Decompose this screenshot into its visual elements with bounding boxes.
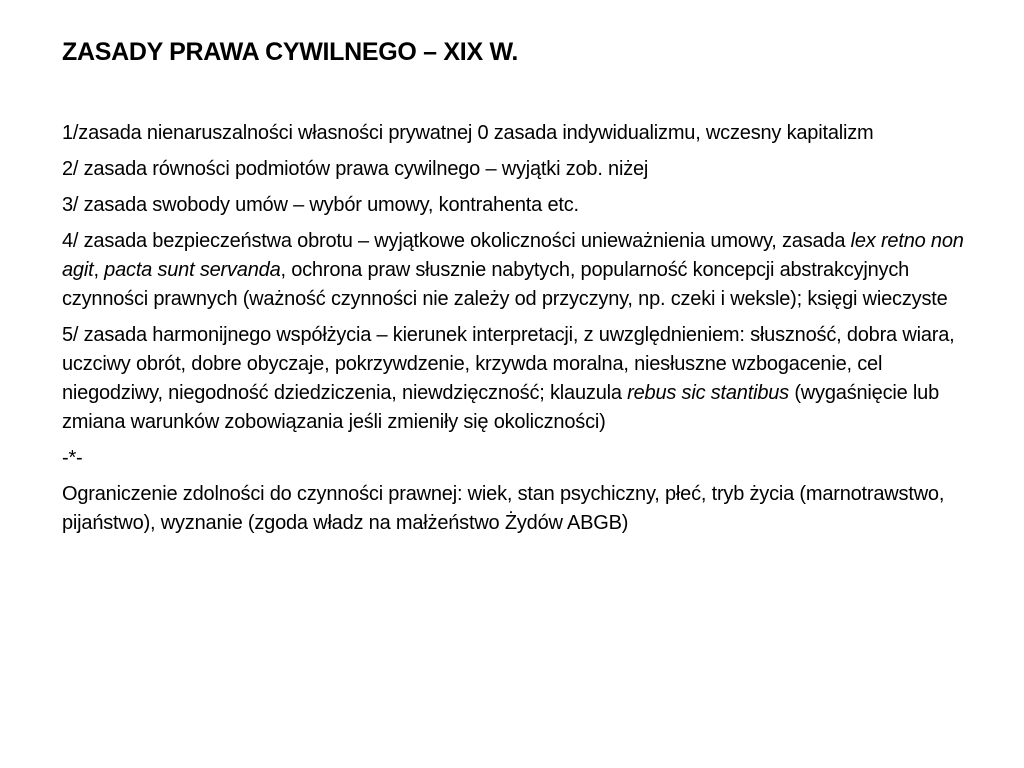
slide-title: ZASADY PRAWA CYWILNEGO – XIX W. bbox=[62, 38, 519, 66]
paragraph-5 bbox=[62, 321, 972, 437]
paragraph-5-text-before: 5/ zasada harmonijnego współżycia – kierunek interpretacji, z uwzględnieniem: słuszność, dobra wiara, uczciwy obrót, dobre obyczaje, pokrzywdzenie, krzywda moralna, niesłuszne wzbogacenie, cel niegodziwy, niegodność dziedziczenia, niewdzięczność; klauzula bbox=[62, 324, 955, 404]
paragraph-4 bbox=[62, 227, 972, 314]
paragraph-4-text-between: , bbox=[93, 259, 105, 281]
paragraph-6: Ograniczenie zdolności do czynności prawnej: wiek, stan psychiczny, płeć, tryb życia (marnotrawstwo, pijaństwo), wyznanie (zgoda władz na małżeństwo Żydów ABGB) bbox=[62, 483, 945, 534]
paragraph-3: 3/ zasada swobody umów – wybór umowy, kontrahenta etc. bbox=[62, 194, 579, 216]
paragraph-4-italic-pacta: pacta sunt servanda bbox=[104, 259, 281, 281]
paragraph-4-italic-lex: lex retno non agit bbox=[62, 230, 964, 281]
paragraph-4-text-before: 4/ zasada bezpieczeństwa obrotu – wyjątkowe okoliczności unieważnienia umowy, zasada bbox=[62, 230, 851, 252]
separator: -*- bbox=[62, 447, 83, 469]
paragraph-5-text-after: (wygaśnięcie lub zmiana warunków zobowiązania jeśli zmieniły się okoliczności) bbox=[62, 382, 939, 433]
paragraph-2: 2/ zasada równości podmiotów prawa cywilnego – wyjątki zob. niżej bbox=[62, 158, 649, 180]
paragraph-5-italic-rebus: rebus sic stantibus bbox=[627, 382, 789, 404]
paragraph-4-text-after: , ochrona praw słusznie nabytych, popularność koncepcji abstrakcyjnych czynności prawnych (ważność czynności nie zależy od przyczyny, np. czeki i weksle); księgi wieczyste bbox=[62, 259, 948, 310]
slide-body bbox=[62, 119, 972, 545]
paragraph-1: 1/zasada nienaruszalności własności prywatnej 0 zasada indywidualizmu, wczesny kapitalizm bbox=[62, 122, 874, 144]
